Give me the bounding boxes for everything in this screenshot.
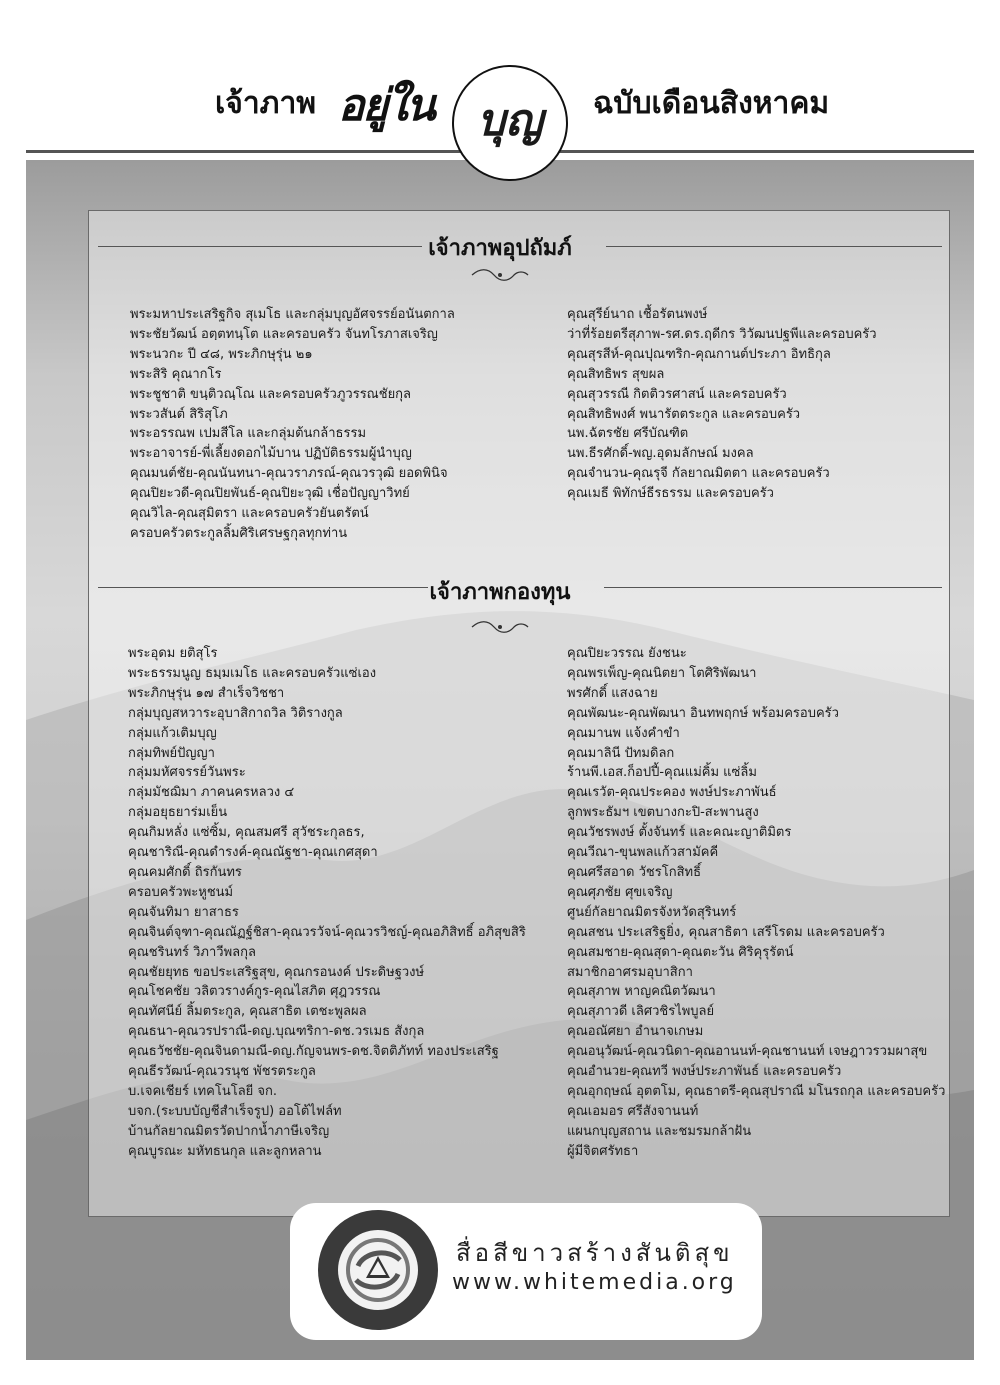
list-item: ว่าที่ร้อยตรีสุภาพ-รศ.ดร.ฤดีกร วิวัฒนปฐพีและครอบครัว xyxy=(567,326,877,342)
section-1-ornament xyxy=(470,268,530,282)
list-item: คุณเรวัต-คุณประคอง พงษ์ประภาพันธ์ xyxy=(567,785,777,801)
list-item: คุณวีณา-ขุนพลแก้วสามัคคี xyxy=(567,845,719,861)
list-item: คุณสุภาวดี เลิศวชิรไพบูลย์ xyxy=(567,1004,715,1020)
list-item: พรศักดิ์ แสงฉาย xyxy=(567,685,658,701)
list-item: ลูกพระธัมฯ เขตบางกะปิ-สะพานสูง xyxy=(567,805,759,821)
list-item: พระชูชาติ ขนฺติวณฺโณ และครอบครัวภูวรรณชัยกุล xyxy=(130,386,412,402)
list-item: คุณอำนวย-คุณทวี พงษ์ประภาพันธ์ และครอบครัว xyxy=(567,1064,842,1080)
list-item: บจก.(ระบบบัญชีสำเร็จรูป) ออโต้ไฟล์ท xyxy=(128,1103,342,1119)
list-item: คุณสุวรรณี กิตติวรศาสน์ และครอบครัว xyxy=(567,386,787,402)
list-item: คุณจันทิมา ยาสาธร xyxy=(128,904,239,920)
list-item: คุณสุภาพ หาญคณิตวัฒนา xyxy=(567,984,716,1000)
header-left-text: เจ้าภาพ xyxy=(215,86,317,121)
header-logo-script: อยู่ใน xyxy=(338,80,434,131)
list-item: คุณมานพ แจ้งคำขำ xyxy=(567,725,680,741)
list-item: คุณสิทธิพร สุขผล xyxy=(567,366,665,382)
list-item: คุณชาริณี-คุณดำรงค์-คุณณัฐชา-คุณเกศสุดา xyxy=(128,845,378,861)
list-item: คุณจำนวน-คุณรุจี กัลยาณมิตตา และครอบครัว xyxy=(567,466,830,482)
list-item: ร้านพี.เอส.ก็อปปี้-คุณแม่คิ้ม แซ่ลิ้ม xyxy=(567,765,757,781)
white-media-seal-icon xyxy=(316,1208,440,1332)
list-item: คุณปิยะวรรณ ยังชนะ xyxy=(567,646,687,661)
list-item: คุณทัศนีย์ ลิ้มตระกูล, คุณสาธิต เตชะพูลผล xyxy=(128,1004,367,1020)
list-item: คุณชรินทร์ วิภาวีพลกุล xyxy=(128,944,256,960)
list-item: พระวสันต์ สิริสุโภ xyxy=(130,406,228,422)
section-2-title: เจ้าภาพกองทุน xyxy=(429,580,571,605)
list-item: คุณสุรีย์นาถ เชื้อรัตนพงษ์ xyxy=(567,307,708,322)
list-item: พระอุดม ยติสุโร xyxy=(128,646,218,661)
list-item: แผนกบุญสถาน และชมรมกล้าฝัน xyxy=(567,1123,752,1139)
list-item: กลุ่มทิพย์ปัญญา xyxy=(128,745,215,761)
list-item: คุณบูรณะ มหัทธนกุล และลูกหลาน xyxy=(128,1143,322,1159)
list-item: นพ.ฉัตรชัย ศรีบัณฑิต xyxy=(567,426,689,442)
list-item: คุณมาลินี ปัทมดิลก xyxy=(567,745,675,761)
list-item: คุณเมธี พิทักษ์ธีรธรรม และครอบครัว xyxy=(567,486,774,502)
list-item: พระสิริ คุณากโร xyxy=(130,366,222,382)
list-item: ครอบครัวตระกูลลิ้มศิริเศรษฐกุลทุกท่าน xyxy=(130,525,348,541)
list-item: คุณอณัศยา อำนาจเกษม xyxy=(567,1024,704,1040)
list-item: พระอาจารย์-พี่เลี้ยงดอกไม้บาน ปฏิบัติธรรมผู้นำบุญ xyxy=(130,446,412,462)
list-item: นพ.ธีรศักดิ์-พญ.อุดมลักษณ์ มงคล xyxy=(567,446,754,462)
list-item: กลุ่มอยุธยาร่มเย็น xyxy=(128,805,228,821)
list-item: คุณธนา-คุณวรปราณี-ดญ.บุณฑริกา-ดช.วรเมธ สังกุล xyxy=(128,1024,425,1040)
list-item: กลุ่มมัชฌิมา ภาคนครหลวง ๔ xyxy=(128,785,295,801)
list-item: สมาชิกอาศรมอุบาสิกา xyxy=(567,964,693,980)
list-item: พระภิกษุรุ่น ๑๗ สำเร็จวิชชา xyxy=(128,685,285,701)
section-2-left-list xyxy=(128,644,526,1162)
header-logo-circle xyxy=(452,65,568,181)
section-1-title: เจ้าภาพอุปถัมภ์ xyxy=(428,236,572,261)
list-item: พระอรรณพ เปมสีโล และกลุ่มต้นกล้าธรรม xyxy=(130,426,367,442)
footer-url: www.whitemedia.org xyxy=(452,1270,737,1295)
list-item: พระธรรมนูญ ธมฺมเมโธ และครอบครัวแซ่เอง xyxy=(128,665,377,681)
list-item: กลุ่มมหัศจรรย์วันพระ xyxy=(128,765,246,781)
list-item: คุณคมศักดิ์ ถิรกันทร xyxy=(128,864,242,880)
section-2-ornament xyxy=(470,620,530,634)
list-item: คุณสชน ประเสริฐยิ่ง, คุณสาธิตา เสรีโรดม และครอบครัว xyxy=(567,924,885,940)
list-item: ศูนย์กัลยาณมิตรจังหวัดสุรินทร์ xyxy=(567,904,737,920)
page-header xyxy=(0,0,1000,160)
section-1-left-list xyxy=(130,305,455,544)
list-item: คุณเอมอร ศรีสังจานนท์ xyxy=(567,1103,699,1119)
list-item: คุณพรเพ็ญ-คุณนิตยา โตศิริพัฒนา xyxy=(567,665,757,681)
list-item: คุณอุกฤษณ์ อุตตโม, คุณธาตรี-คุณสุปราณี มโนรถกุล และครอบครัว xyxy=(567,1083,946,1099)
list-item: คุณจินต์จุฑา-คุณณัฏฐ์ชิสา-คุณวรวัจน์-คุณวรวิชญ์-คุณอภิสิทธิ์ อภิสุขสิริ xyxy=(128,924,526,940)
list-item: คุณปิยะวดี-คุณปิยพันธ์-คุณปิยะวุฒิ เชื่อปัญญาวิทย์ xyxy=(130,486,410,502)
header-logo-circle-text: บุญ xyxy=(477,95,543,146)
list-item: คุณสมชาย-คุณสุดา-คุณตะวัน ศิริคุรุรัตน์ xyxy=(567,944,794,960)
list-item: พระชัยวัฒน์ อตฺตทนฺโต และครอบครัว จันทโรภาสเจริญ xyxy=(130,326,438,342)
list-item: คุณวิไล-คุณสุมิตรา และครอบครัวยันตรัตน์ xyxy=(130,506,369,522)
section-1-right-list xyxy=(567,305,877,504)
list-item: คุณวัชรพงษ์ ตั้งจันทร์ และคณะญาติมิตร xyxy=(567,825,792,841)
list-item: คุณศุภชัย ศุขเจริญ xyxy=(567,884,673,900)
list-item: คุณธีรวัฒน์-คุณวรนุช พัชรตระกูล xyxy=(128,1064,316,1080)
list-item: บ.เจคเชียร์ เทคโนโลยี จก. xyxy=(128,1083,278,1099)
list-item: คุณอนุวัฒน์-คุณวนิดา-คุณอานนท์-คุณชานนท์ เจษฎาวรวมผาสุข xyxy=(567,1044,928,1060)
list-item: คุณชัยยุทธ ขอประเสริฐสุข, คุณกรอนงค์ ประดิษฐวงษ์ xyxy=(128,964,425,980)
list-item: คุณสุรสีห์-คุณปุณฑริก-คุณกานต์ประภา อิทธิกุล xyxy=(567,346,831,362)
list-item: ผู้มีจิตศรัทธา xyxy=(567,1143,639,1159)
list-item: คุณพัฒนะ-คุณพัฒนา อินทพฤกษ์ พร้อมครอบครัว xyxy=(567,705,839,721)
list-item: คุณโชคชัย วลิตวรางค์กูร-คุณไสภิต ศุฎวรรณ xyxy=(128,984,381,1000)
list-item: ครอบครัวพะหูชนม์ xyxy=(128,884,234,900)
list-item: พระมหาประเสริฐกิจ สุเมโธ และกลุ่มบุญอัศจรรย์อนันตกาล xyxy=(130,307,455,322)
list-item: กลุ่มแก้วเติมบุญ xyxy=(128,725,217,741)
list-item: คุณศรีสอาด วัชรโกสิทธิ์ xyxy=(567,864,702,880)
list-item: พระนวกะ ปี ๔๘, พระภิกษุรุ่น ๒๑ xyxy=(130,346,313,362)
footer-slogan: สื่อสีขาวสร้างสันติสุข xyxy=(456,1239,734,1267)
list-item: คุณกิมหลั่ง แซ่ซิ้ม, คุณสมศรี สุวัชระกุลธร, xyxy=(128,825,365,841)
section-2-right-list xyxy=(567,644,945,1162)
list-item: กลุ่มบุญสหวาระอุบาสิกาถวิล วิติรางกูล xyxy=(128,705,343,721)
list-item: บ้านกัลยาณมิตรวัดปากน้ำภาษีเจริญ xyxy=(128,1123,330,1139)
header-right-text: ฉบับเดือนสิงหาคม xyxy=(593,86,830,121)
list-item: คุณมนต์ชัย-คุณนันทนา-คุณวราภรณ์-คุณวรวุฒิ ยอดพินิจ xyxy=(130,466,448,482)
list-item: คุณสิทธิพงศ์ พนารัตตระกูล และครอบครัว xyxy=(567,406,801,422)
list-item: คุณธวัชชัย-คุณจินดามณี-ดญ.กัญจนพร-ดช.จิตติภัทท์ ทองประเสริฐ xyxy=(128,1044,499,1060)
